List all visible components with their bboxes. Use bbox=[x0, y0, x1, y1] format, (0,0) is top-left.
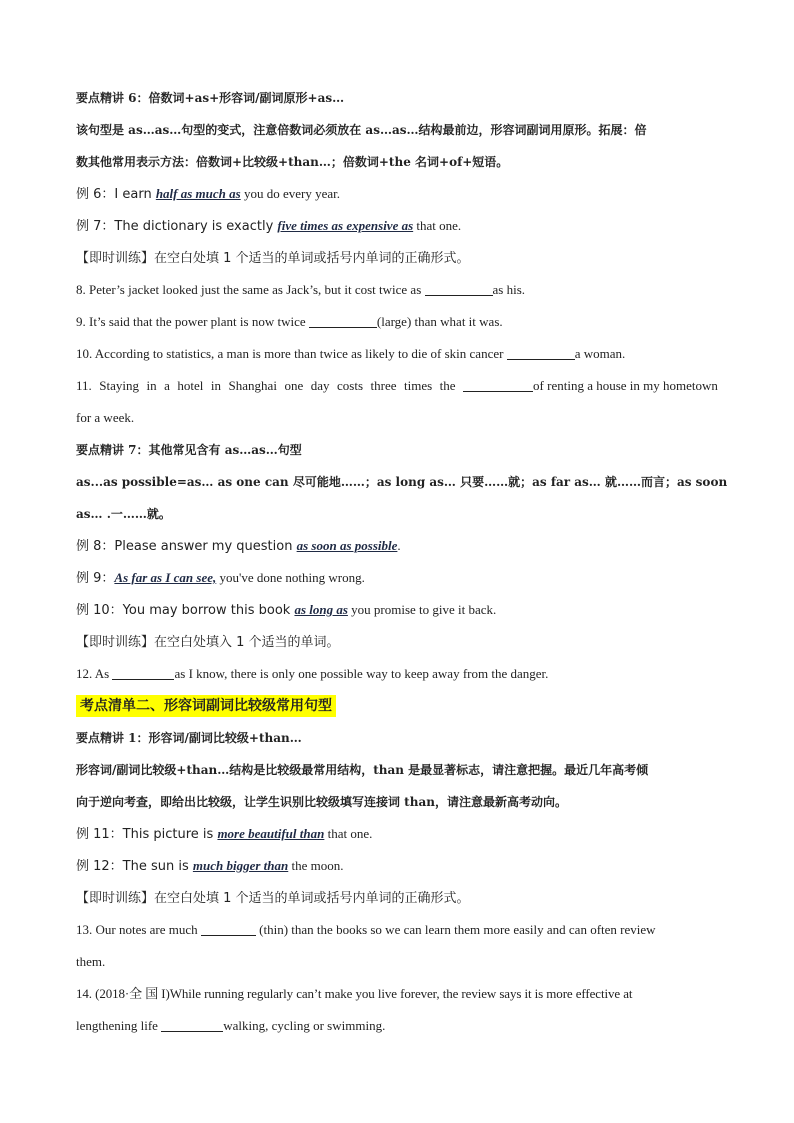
example-prefix: 例 8：Please answer my question bbox=[76, 539, 297, 554]
key-point-desc bbox=[76, 466, 728, 498]
question-text: 9. It’s said that the power plant is now twice bbox=[76, 314, 309, 329]
example-11 bbox=[76, 818, 718, 850]
phrase: as soon bbox=[676, 475, 728, 489]
phrase: as long as… 只要……就； bbox=[376, 475, 533, 489]
question-word: the bbox=[439, 378, 456, 393]
example-suffix: the moon. bbox=[288, 858, 344, 873]
example-answer: as soon as possible bbox=[296, 538, 398, 553]
question-14-cont bbox=[76, 1010, 718, 1042]
key-point-heading-7: 要点精讲 7：其他常见含有 as…as…句型 bbox=[76, 443, 302, 457]
example-suffix: . bbox=[397, 538, 401, 553]
question-word: day bbox=[310, 378, 330, 393]
drill-instruction bbox=[76, 882, 718, 914]
question-text: walking, cycling or swimming. bbox=[223, 1018, 386, 1033]
question-word: three bbox=[370, 378, 397, 393]
question-text: a woman. bbox=[574, 346, 626, 361]
question-text: (large) than what it was. bbox=[376, 314, 503, 329]
key-point-desc: as… .一……就。 bbox=[76, 507, 171, 521]
example-12 bbox=[76, 850, 718, 882]
question-word: costs bbox=[337, 378, 363, 393]
drill-tag: 【即时训练】 bbox=[76, 251, 155, 266]
phrase: as...as possible=as… as one can 尽可能地……； bbox=[76, 475, 377, 489]
question-12 bbox=[76, 658, 718, 690]
example-8 bbox=[76, 530, 718, 562]
question-9 bbox=[76, 306, 718, 338]
example-prefix: 例 7：The dictionary is exactly bbox=[76, 219, 278, 234]
drill-tag: 【即时训练】 bbox=[76, 891, 155, 906]
example-prefix: 例 9： bbox=[76, 571, 115, 586]
question-word: Shanghai bbox=[228, 378, 277, 393]
section-title: 考点清单二、形容词副词比较级常用句型 bbox=[76, 695, 336, 717]
answer-blank[interactable] bbox=[112, 665, 174, 680]
question-word: hotel bbox=[177, 378, 204, 393]
phrase: as far as… 就……而言； bbox=[532, 475, 677, 489]
key-point-desc: 数其他常用表示方法：倍数词+比较级+than…；倍数词+the 名词+of+短语。 bbox=[76, 155, 509, 169]
question-11 bbox=[76, 370, 718, 402]
drill-text: 在空白处填 1 个适当的单词或括号内单词的正确形式。 bbox=[154, 891, 470, 906]
example-answer: more beautiful than bbox=[217, 826, 325, 841]
section-header bbox=[76, 690, 718, 722]
example-answer: much bigger than bbox=[192, 858, 289, 873]
key-point-desc: 向于逆向考查，即给出比较级，让学生识别比较级填写连接词 than，请注意最新高考动向。 bbox=[76, 795, 567, 809]
example-answer: As far as I can see, bbox=[114, 570, 217, 585]
question-8 bbox=[76, 274, 718, 306]
example-suffix: that one. bbox=[413, 218, 462, 233]
example-suffix: that one. bbox=[324, 826, 373, 841]
document-page bbox=[76, 82, 728, 1042]
question-word: Staying bbox=[99, 378, 140, 393]
question-text: lengthening life bbox=[76, 1018, 162, 1033]
question-word: 11. bbox=[76, 378, 92, 393]
example-7 bbox=[76, 210, 718, 242]
drill-instruction bbox=[76, 242, 718, 274]
example-prefix: 例 11：This picture is bbox=[76, 827, 218, 842]
key-point-heading-6: 要点精讲 6：倍数词+as+形容词/副词原形+as… bbox=[76, 91, 345, 105]
answer-blank[interactable] bbox=[425, 281, 493, 296]
drill-text: 在空白处填入 1 个适当的单词。 bbox=[154, 635, 340, 650]
question-word: times bbox=[403, 378, 433, 393]
answer-blank[interactable] bbox=[161, 1017, 223, 1032]
question-text: of renting a house in my hometown bbox=[533, 378, 718, 393]
example-prefix: 例 6：I earn bbox=[76, 187, 156, 202]
question-text: 8. Peter’s jacket looked just the same as Jack’s, but it cost twice as bbox=[76, 282, 425, 297]
drill-text: 在空白处填 1 个适当的单词或括号内单词的正确形式。 bbox=[154, 251, 470, 266]
question-text: as his. bbox=[492, 282, 526, 297]
answer-blank[interactable] bbox=[309, 313, 377, 328]
question-word: a bbox=[164, 378, 170, 393]
example-prefix: 例 10：You may borrow this book bbox=[76, 603, 295, 618]
answer-blank[interactable] bbox=[201, 921, 256, 936]
example-answer: five times as expensive as bbox=[277, 218, 414, 233]
question-text: 12. As bbox=[76, 666, 113, 681]
question-13-cont: them. bbox=[76, 954, 106, 969]
example-answer: half as much as bbox=[155, 186, 241, 201]
drill-tag: 【即时训练】 bbox=[76, 635, 155, 650]
example-10 bbox=[76, 594, 718, 626]
question-text: 13. Our notes are much bbox=[76, 922, 201, 937]
question-word: one bbox=[284, 378, 304, 393]
question-10 bbox=[76, 338, 718, 370]
example-9 bbox=[76, 562, 718, 594]
example-suffix: you do every year. bbox=[240, 186, 340, 201]
example-suffix: you've done nothing wrong. bbox=[216, 570, 365, 585]
example-suffix: you promise to give it back. bbox=[347, 602, 497, 617]
key-point-heading-1: 要点精讲 1：形容词/副词比较级+than… bbox=[76, 731, 302, 745]
question-14: 14. (2018·全 国 I)While running regularly can’t make you live forever, the review says it is more effective at bbox=[76, 986, 633, 1001]
question-text: (thin) than the books so we can learn them more easily and can often review bbox=[255, 922, 656, 937]
question-13 bbox=[76, 914, 718, 946]
answer-blank[interactable] bbox=[507, 345, 575, 360]
question-word: in bbox=[146, 378, 157, 393]
question-text: 10. According to statistics, a man is more than twice as likely to die of skin cancer bbox=[76, 346, 507, 361]
example-prefix: 例 12：The sun is bbox=[76, 859, 193, 874]
answer-blank[interactable] bbox=[463, 377, 533, 392]
drill-instruction bbox=[76, 626, 718, 658]
question-word: in bbox=[210, 378, 222, 393]
key-point-desc: 该句型是 as…as…句型的变式，注意倍数词必须放在 as…as…结构最前边，形容词副词用原形。拓展：倍 bbox=[76, 123, 647, 137]
example-answer: as long as bbox=[294, 602, 348, 617]
question-text: as I know, there is only one possible way to keep away from the danger. bbox=[174, 666, 549, 681]
key-point-desc: 形容词/副词比较级+than…结构是比较级最常用结构，than 是最显著标志，请注意把握。最近几年高考倾 bbox=[76, 763, 649, 777]
question-11-cont: for a week. bbox=[76, 410, 135, 425]
example-6 bbox=[76, 178, 718, 210]
